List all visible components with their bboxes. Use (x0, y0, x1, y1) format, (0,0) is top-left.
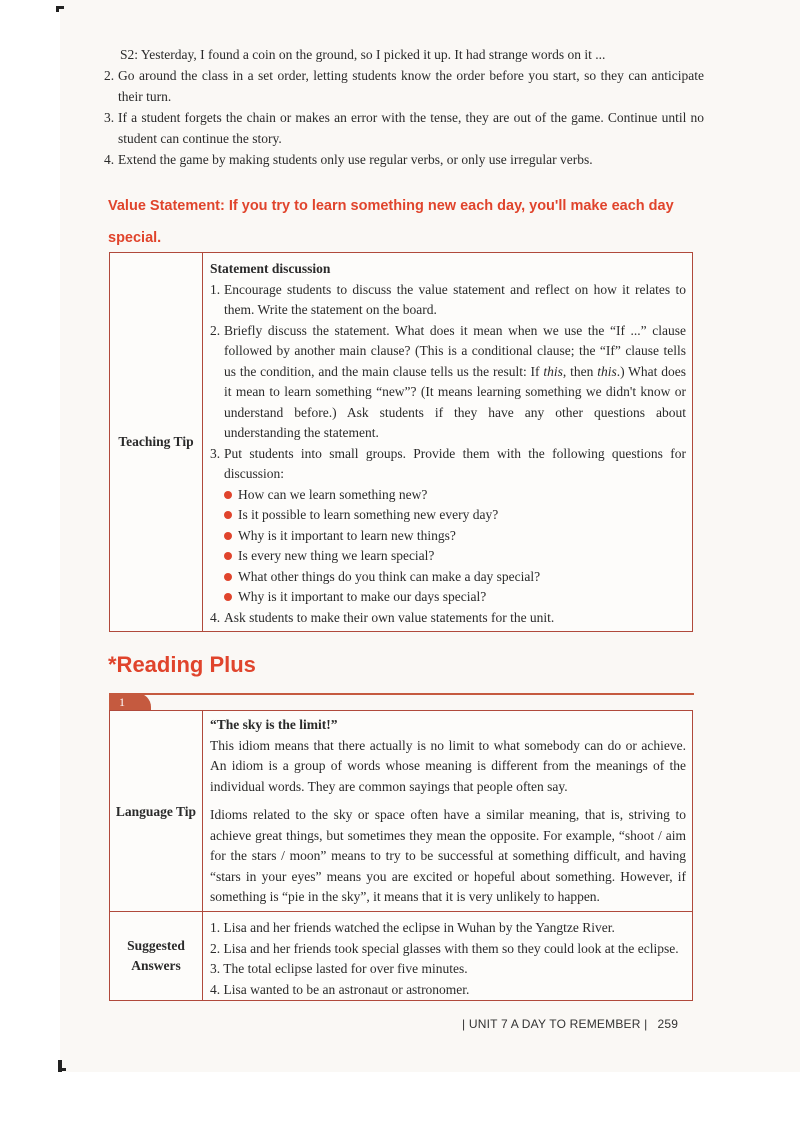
page-number: 259 (657, 1017, 679, 1031)
paragraph: Idioms related to the sky or space often have a similar meaning, that is, striving to achieve great things, but sometimes they mean the opposite. For example, “shoot / aim for the stars / moon” means to try to be successful at something difficult, and having “stars in your eyes” means you are excited or hopeful about something. However, if something is “pie in the sky”, it means that it is very unlikely to happen. (210, 807, 686, 904)
bullet-item: What other things do you think can make a day special? (210, 567, 686, 588)
section-number-tab: 1 (109, 693, 151, 711)
reading-plus-title: *Reading Plus (108, 652, 256, 677)
answer-item: 3. The total eclipse lasted for over five minutes. (210, 961, 468, 976)
example-sentence: S2: Yesterday, I found a coin on the ground, so I picked it up. It had strange words on it ... (120, 47, 606, 62)
bullet-item: Why is it important to learn new things? (210, 526, 686, 547)
bullet-item: Is every new thing we learn special? (210, 546, 686, 567)
bullet-dot-icon (224, 573, 232, 581)
paragraph: This idiom means that there actually is no limit to what somebody can do or achieve. An idiom is a group of words whose meaning is different from the meanings of the individual words. They are common sayings that people often say. (210, 737, 686, 794)
crop-mark (56, 6, 59, 12)
bullet-dot-icon (224, 491, 232, 499)
suggested-answers-label: Suggested Answers (110, 912, 203, 1000)
bullet-dot-icon (224, 511, 232, 519)
bullet-item: Why is it important to make our days special? (210, 587, 686, 608)
language-tip-content (210, 715, 686, 908)
answer-item: 1. Lisa and her friends watched the eclipse in Wuhan by the Yangtze River. (210, 920, 615, 935)
bullet-dot-icon (224, 552, 232, 560)
activity-steps (104, 44, 704, 170)
answer-item: 4. Lisa wanted to be an astronaut or astronomer. (210, 981, 470, 997)
list-item: 2. Briefly discuss the statement. What does it mean when we use the “If ...” clause followed by another main clause? (This is a conditional clause; the “If” clause tells us the condition, and the main clause tells us the result: If this, then this.) What does it mean to learn something “new”? (It means learning something we didn't know or understand before.) Ask students if they have any other questions about understanding the statement. (210, 322, 686, 440)
bullet-item: How can we learn something new? (210, 485, 686, 506)
section-rule (109, 693, 694, 695)
crop-mark (58, 1068, 66, 1071)
list-item: 2. Go around the class in a set order, letting students know the order before you start, so they can anticipate their turn. (104, 68, 704, 104)
bullet-dot-icon (224, 532, 232, 540)
steps-list (104, 65, 704, 170)
value-statement: Value Statement: If you try to learn something new each day, you'll make each day special. (108, 198, 674, 246)
suggested-answers-box (109, 911, 693, 1001)
suggested-answers-content (210, 918, 686, 1000)
list-item: 4. Extend the game by making students only use regular verbs, or only use irregular verbs. (104, 152, 593, 167)
language-tip-label: Language Tip (110, 711, 203, 913)
bullet-dot-icon (224, 593, 232, 601)
teaching-tip-content (210, 259, 686, 628)
bullet-item: Is it possible to learn something new every day? (210, 505, 686, 526)
idiom-heading: “The sky is the limit!” (210, 717, 338, 732)
answer-item: 2. Lisa and her friends took special glasses with them so they could look at the eclipse. (210, 940, 679, 956)
unit-title: | UNIT 7 A DAY TO REMEMBER | (462, 1017, 648, 1031)
page-footer (462, 1017, 678, 1031)
list-item: 1. Encourage students to discuss the value statement and reflect on how it relates to them. Write the statement on the board. (210, 281, 686, 317)
section-heading: Statement discussion (210, 261, 331, 276)
list-item: 4. Ask students to make their own value statements for the unit. (210, 609, 555, 625)
teaching-tip-box (109, 252, 693, 632)
teaching-tip-label: Teaching Tip (110, 253, 203, 631)
list-item: 3. Put students into small groups. Provide them with the following questions for discussion: (210, 445, 686, 481)
language-tip-box (109, 710, 693, 914)
list-item: 3. If a student forgets the chain or makes an error with the tense, they are out of the game. Continue until no student can continue the story. (104, 110, 704, 146)
